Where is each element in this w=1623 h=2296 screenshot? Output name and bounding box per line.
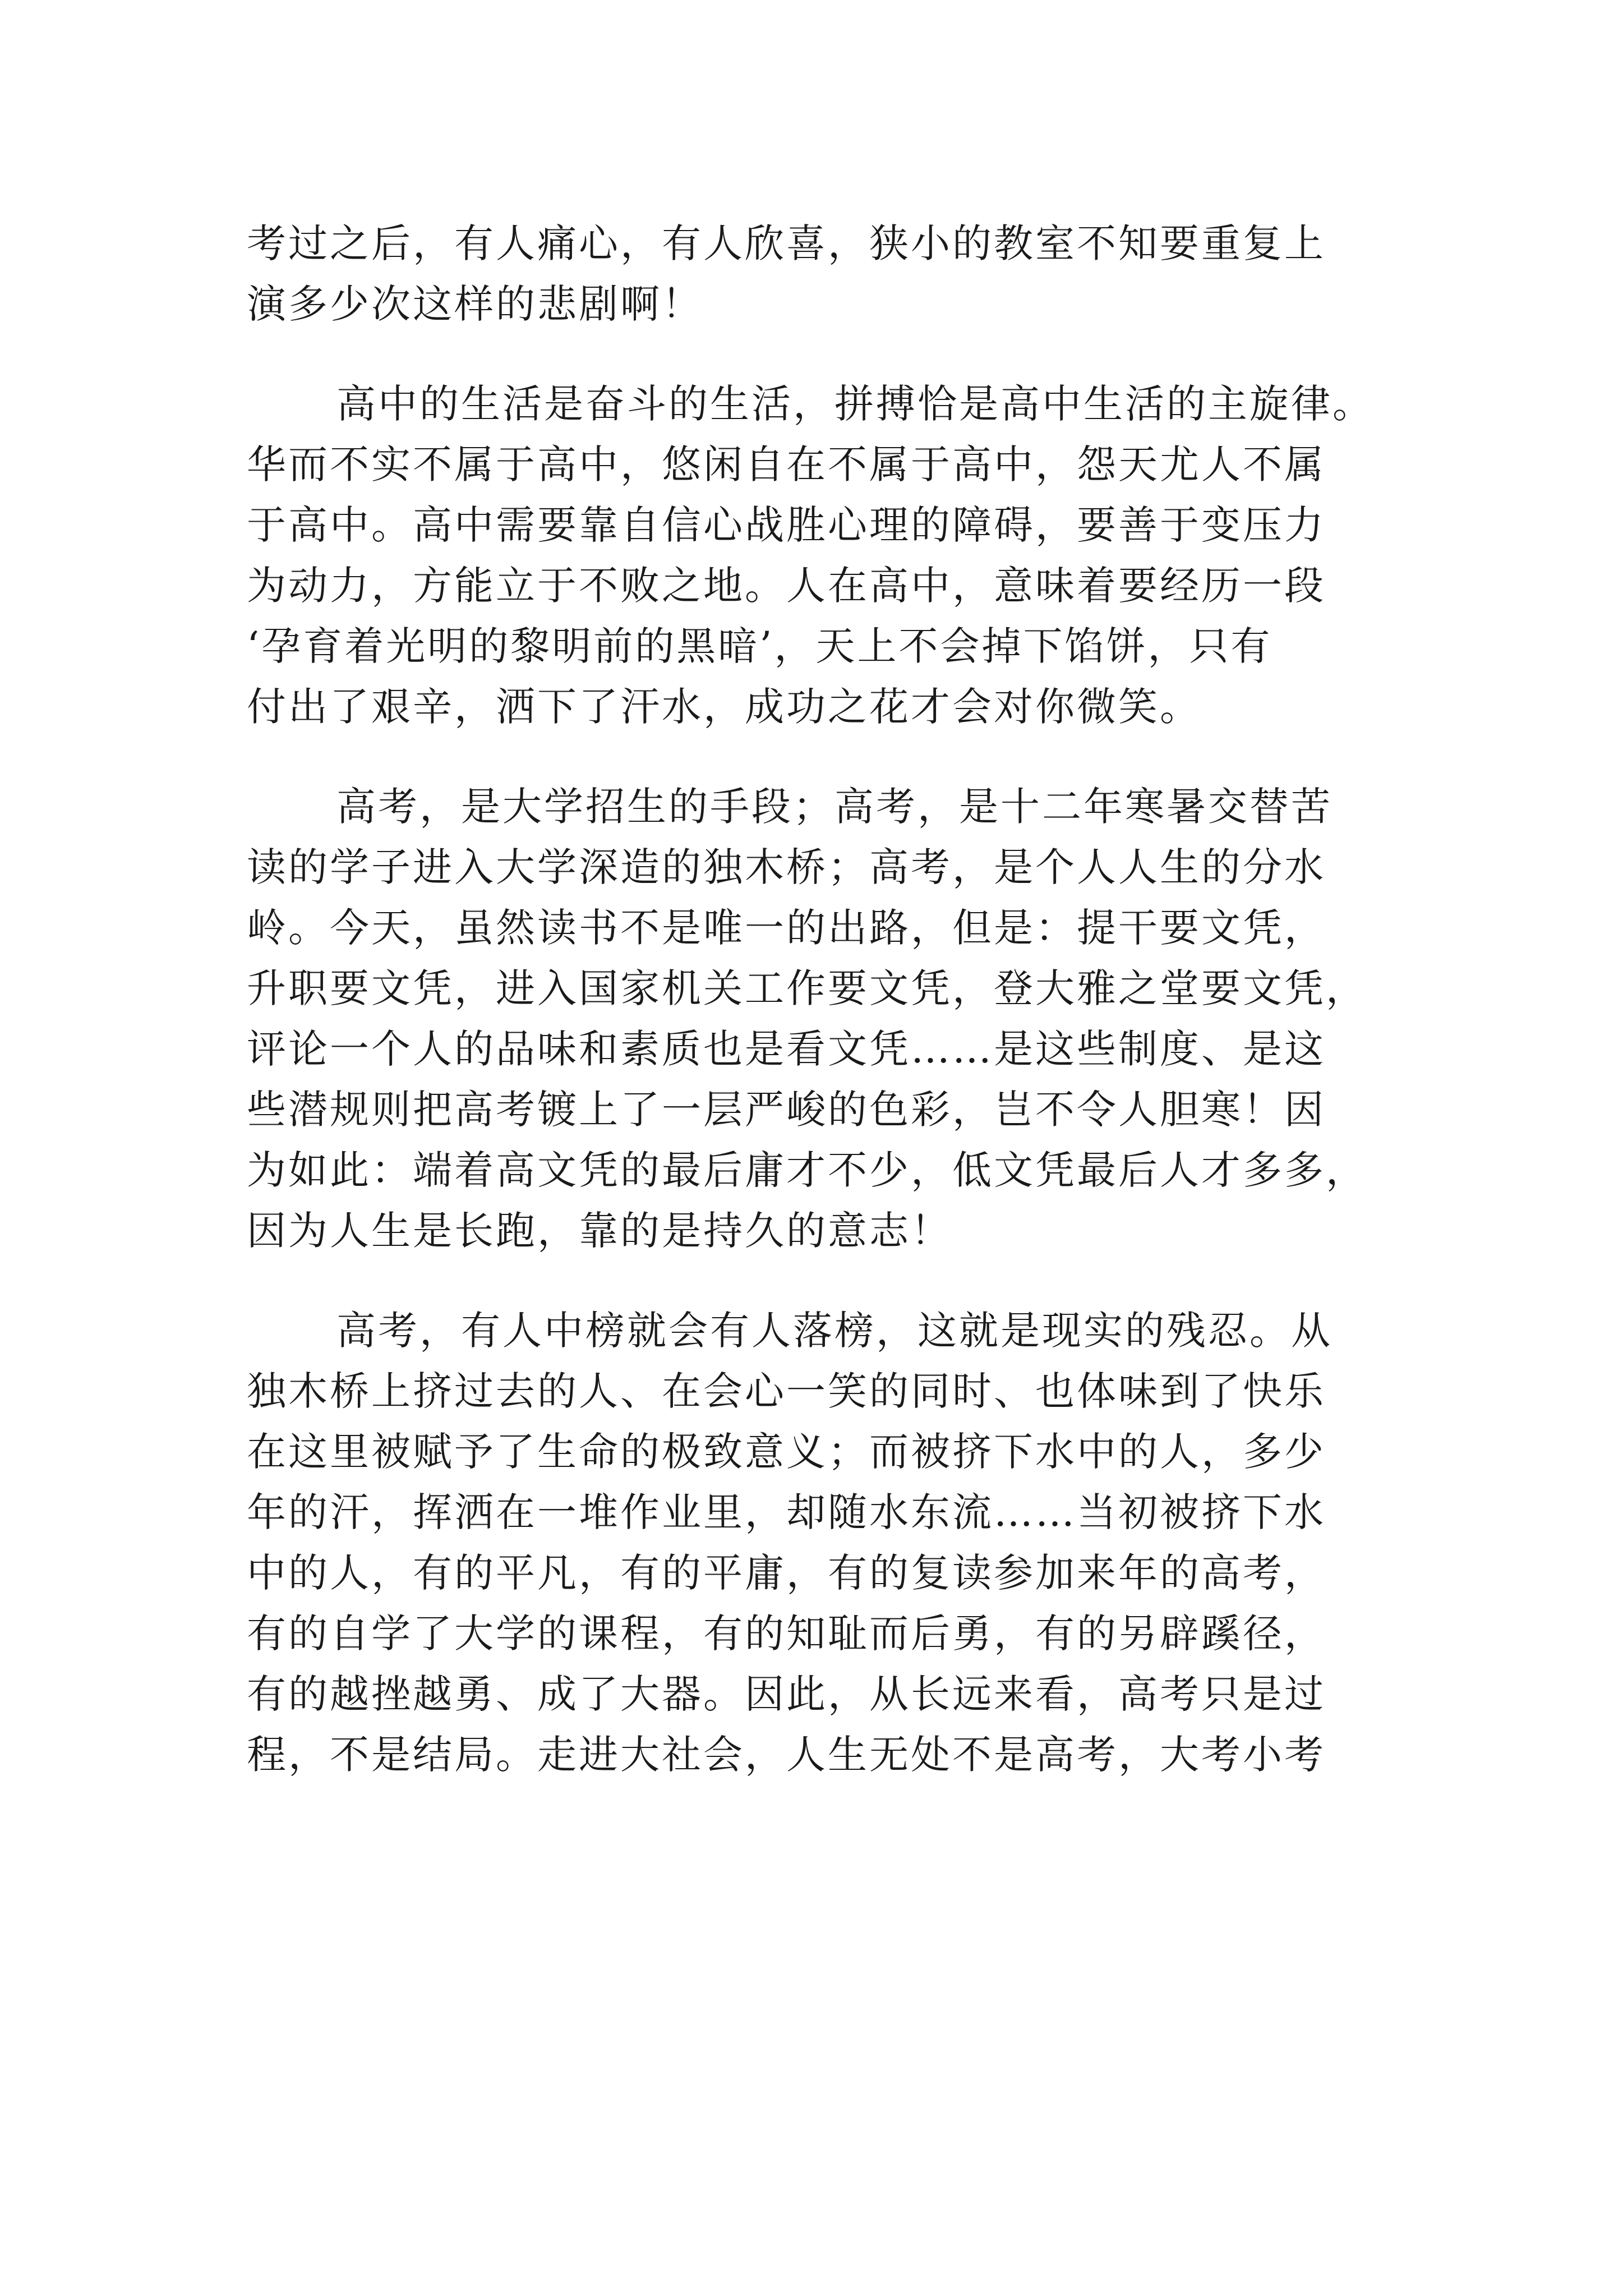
text-line: 读的学子进入大学深造的独木桥；高考，是个人人生的分水: [247, 844, 1326, 890]
text-line: 些潜规则把高考镀上了一层严峻的色彩，岂不令人胆寒！因: [247, 1087, 1326, 1133]
text-line: 评论一个人的品味和素质也是看文凭……是这些制度、是这: [247, 1026, 1326, 1072]
text-line: 演多少次这样的悲剧啊！: [247, 281, 703, 327]
text-line: 在这里被赋予了生命的极致意义；而被挤下水中的人，多少: [247, 1429, 1326, 1475]
text-line: 年的汗，挥洒在一堆作业里，却随水东流……当初被挤下水: [247, 1489, 1326, 1535]
text-line: 付出了艰辛，洒下了汗水，成功之花才会对你微笑。: [247, 684, 1201, 730]
text-line: 考过之后，有人痛心，有人欣喜，狭小的教室不知要重复上: [247, 220, 1326, 266]
text-line: 升职要文凭，进入国家机关工作要文凭，登大雅之堂要文凭，: [247, 965, 1367, 1011]
text-line: 高中的生活是奋斗的生活，拼搏恰是高中生活的主旋律。: [336, 381, 1374, 427]
text-line: 高考，是大学招生的手段；高考，是十二年寒暑交替苦: [336, 784, 1332, 830]
text-line: 华而不实不属于高中，悠闲自在不属于高中，怨天尤人不属: [247, 441, 1326, 487]
text-line: 有的自学了大学的课程，有的知耻而后勇，有的另辟蹊径，: [247, 1611, 1326, 1657]
paragraph-3: [247, 776, 1424, 1261]
text-line: 为动力，方能立于不败之地。人在高中，意味着要经历一段: [247, 563, 1326, 609]
text-line: 中的人，有的平凡，有的平庸，有的复读参加来年的高考，: [247, 1550, 1326, 1596]
document-body: [247, 213, 1424, 1785]
text-line: 程，不是结局。走进大社会，人生无处不是高考，大考小考: [247, 1732, 1326, 1778]
text-line: ‘孕育着光明的黎明前的黑暗’，天上不会掉下馅饼，只有: [247, 623, 1272, 669]
paragraph-4: [247, 1300, 1424, 1785]
text-line: 高考，有人中榜就会有人落榜，这就是现实的残忍。从: [336, 1308, 1332, 1354]
text-line: 独木桥上挤过去的人、在会心一笑的同时、也体味到了快乐: [247, 1368, 1326, 1414]
text-line: 岭。今天，虽然读书不是唯一的出路，但是：提干要文凭，: [247, 905, 1326, 951]
text-line: 因为人生是长跑，靠的是持久的意志！: [247, 1208, 952, 1254]
text-line: 于高中。高中需要靠自信心战胜心理的障碍，要善于变压力: [247, 502, 1326, 548]
text-line: 为如此：端着高文凭的最后庸才不少，低文凭最后人才多多，: [247, 1147, 1367, 1193]
paragraph-2: [247, 374, 1424, 737]
paragraph-1: [247, 213, 1424, 334]
text-line: 有的越挫越勇、成了大器。因此，从长远来看，高考只是过: [247, 1671, 1326, 1717]
